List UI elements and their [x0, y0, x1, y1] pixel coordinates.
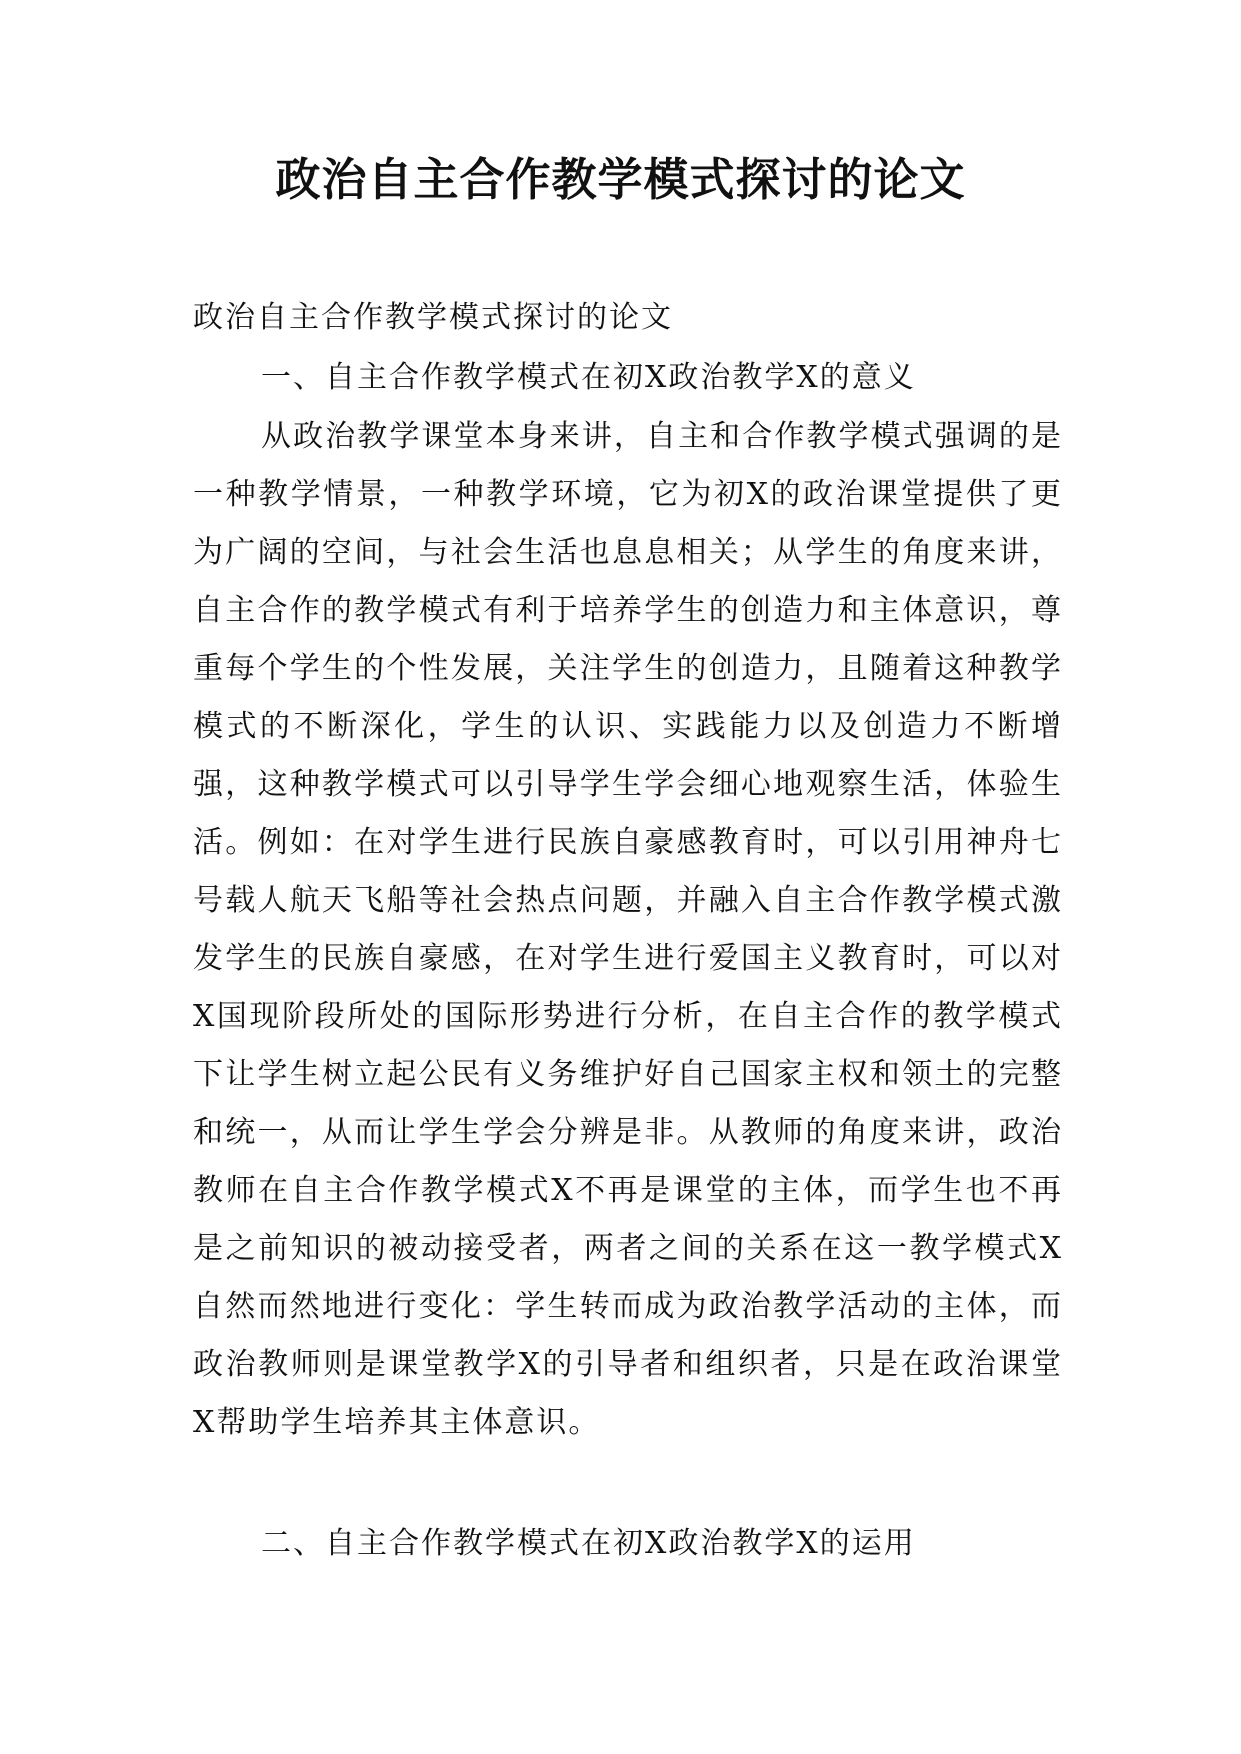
- section-2-heading: 二、自主合作教学模式在初X政治教学X的运用: [261, 1526, 916, 1561]
- document-title: 政治自主合作教学模式探讨的论文: [275, 153, 966, 206]
- document-subtitle: 政治自主合作教学模式探讨的论文: [193, 300, 673, 335]
- section-1-heading: 一、自主合作教学模式在初X政治教学X的意义: [261, 360, 916, 395]
- section-1-paragraph: 从政治教学课堂本身来讲，自主和合作教学模式强调的是一种教学情景，一种教学环境，它为初X的政治课堂提供了更为广阔的空间，与社会生活也息息相关；从学生的角度来讲，自主合作的教学模式有利于培养学生的创造力和主体意识，尊重每个学生的个性发展，关注学生的创造力，且随着这种教学模式的不断深化，学生的认识、实践能力以及创造力不断增强，这种教学模式可以引导学生学会细心地观察生活，体验生活。例如：在对学生进行民族自豪感教育时，可以引用神舟七号载人航天飞船等社会热点问题，并融入自主合作教学模式激发学生的民族自豪感，在对学生进行爱国主义教育时，可以对X国现阶段所处的国际形势进行分析，在自主合作的教学模式下让学生树立起公民有义务维护好自己国家主权和领土的完整和统一，从而让学生学会分辨是非。从教师的角度来讲，政治教师在自主合作教学模式X不再是课堂的主体，而学生也不再是之前知识的被动接受者，两者之间的关系在这一教学模式X自然而然地进行变化：学生转而成为政治教学活动的主体，而政治教师则是课堂教学X的引导者和组织者，只是在政治课堂X帮助学生培养其主体意识。: [193, 419, 1063, 1440]
